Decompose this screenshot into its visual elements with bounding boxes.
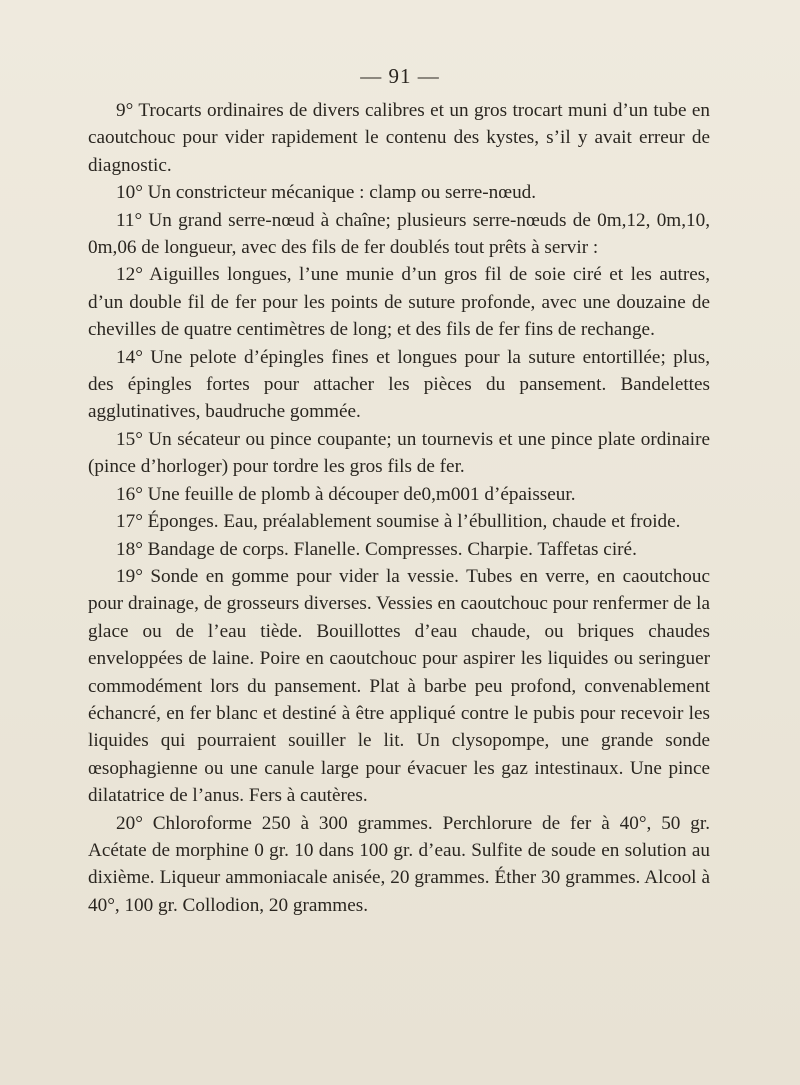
paragraph-item-17: 17° Éponges. Eau, préalablement soumise à l’ébullition, chaude et froide.: [116, 511, 681, 533]
paragraph-item-14: 14° Une pelote d’épingles fines et longues pour la suture entortillée; plus, des épingles fortes pour attacher les pièces du pansement. Bandelettes agglutinatives, baudruche gommée.: [88, 346, 710, 423]
page-body-text: [88, 97, 710, 919]
paragraph-item-19: 19° Sonde en gomme pour vider la vessie. Tubes en verre, en caoutchouc pour drainage, de grosseurs diverses. Vessies en caoutchouc pour renfermer de la glace ou de l’eau tiède. Bouillottes d’eau chaude, ou briques chaudes enveloppées de laine. Poire en caoutchouc pour aspirer les liquides ou seringuer commodément lors du pansement. Plat à barbe peu profond, convenablement échancré, en fer blanc et destiné à être appliqué contre le pubis pour recevoir les liquides qui pourraient souiller le lit. Un clysopompe, une grande sonde œsophagienne ou une canule large pour évacuer les gaz intestinaux. Une pince dilatatrice de l’anus. Fers à cautères.: [88, 565, 710, 807]
paragraph-item-16: 16° Une feuille de plomb à découper de0,m001 d’épaisseur.: [116, 483, 576, 505]
paragraph-item-11: 11° Un grand serre-nœud à chaîne; plusieurs serre-nœuds de 0m,12, 0m,10, 0m,06 de longueur, avec des fils de fer doublés tout prêts à servir :: [88, 209, 710, 259]
paragraph-item-9: 9° Trocarts ordinaires de divers calibres et un gros trocart muni d’un tube en caoutchouc pour vider rapidement le contenu des kystes, s’il y avait erreur de diagnostic.: [88, 100, 710, 176]
page-number-header: — 91 —: [360, 64, 440, 88]
paragraph-item-20: 20° Chloroforme 250 à 300 grammes. Perchlorure de fer à 40°, 50 gr. Acétate de morphine 0 gr. 10 dans 100 gr. d’eau. Sulfite de soude en solution au dixième. Liqueur ammoniacale anisée, 20 grammes. Éther 30 grammes. Alcool à 40°, 100 gr. Collodion, 20 grammes.: [88, 812, 710, 916]
paragraph-item-18: 18° Bandage de corps. Flanelle. Compresses. Charpie. Taffetas ciré.: [116, 538, 637, 560]
paragraph-item-12: 12° Aiguilles longues, l’une munie d’un gros fil de soie ciré et les autres, d’un double fil de fer pour les points de suture profonde, avec une douzaine de chevilles de quatre centimètres de long; et des fils de fer fins de rechange.: [88, 264, 710, 341]
paragraph-item-10: 10° Un constricteur mécanique : clamp ou serre-nœud.: [116, 182, 537, 204]
paragraph-item-15: 15° Un sécateur ou pince coupante; un tournevis et une pince plate ordinaire (pince d’horloger) pour tordre les gros fils de fer.: [88, 428, 710, 478]
